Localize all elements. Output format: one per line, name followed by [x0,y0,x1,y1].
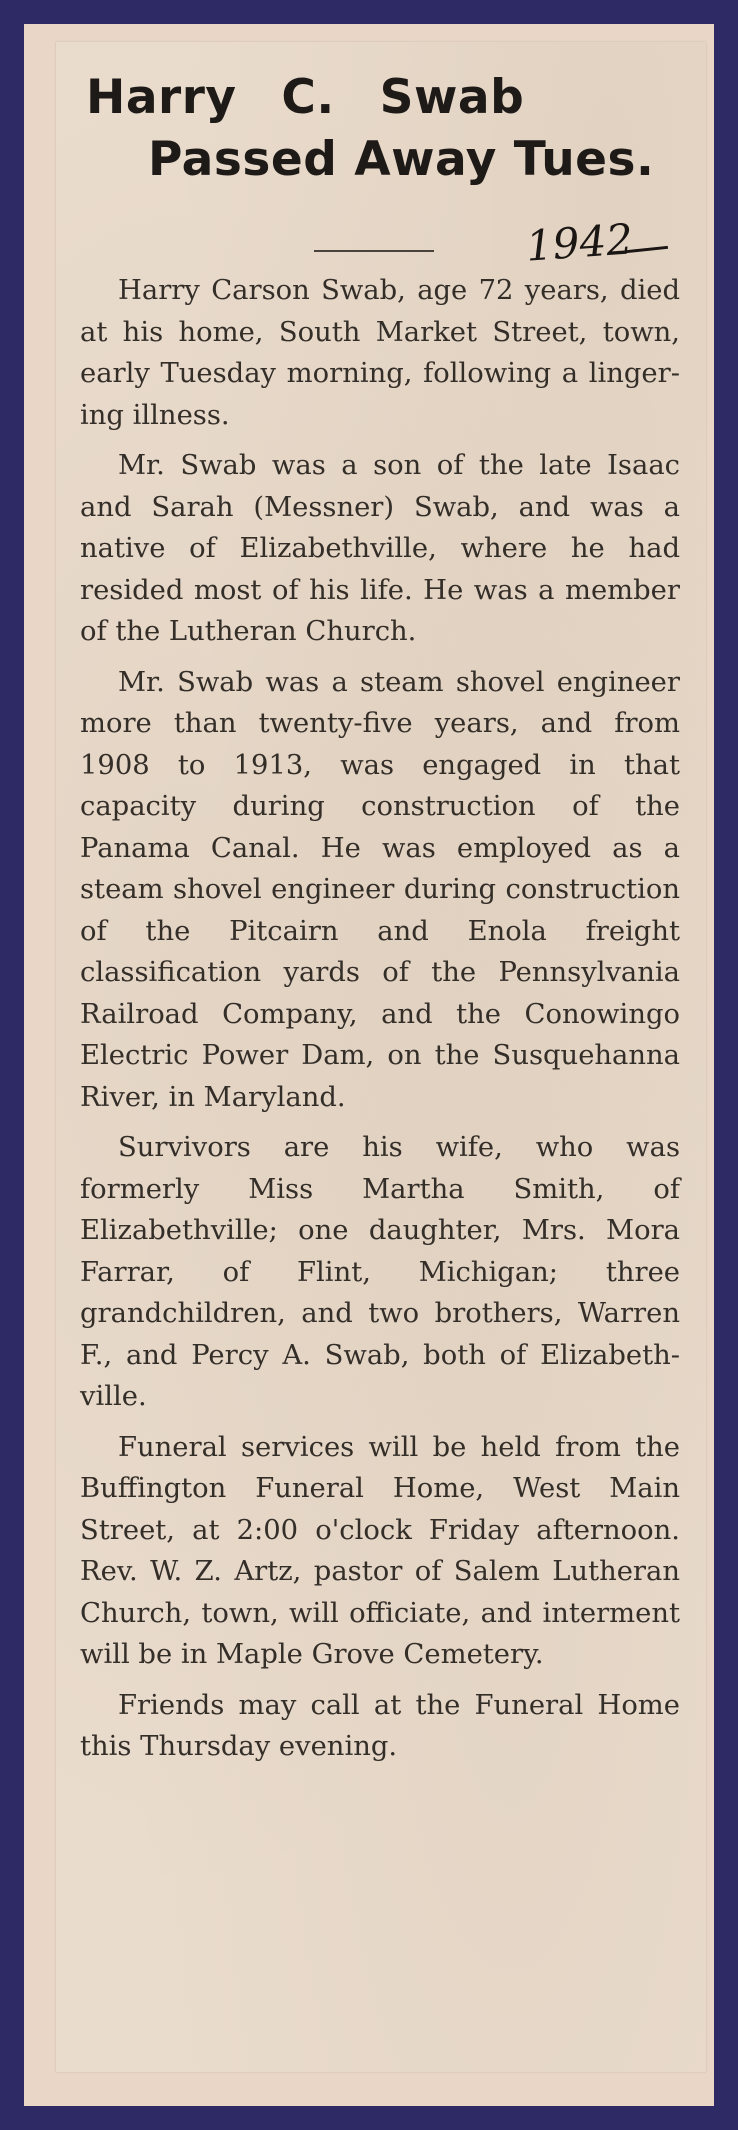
paragraph-death-notice: Harry Carson Swab, age 72 years, died at his home, South Market Street, town, early Tuesday morning, following a lingering illness. [80,275,680,431]
article-body [80,270,680,1777]
handwritten-year: 1942 [524,214,635,271]
paragraph-career: Mr. Swab was a steam shovel engineer more than twenty-five years, and from 1908 to 1913, was engaged in that capacity during construction of the Panama Canal. He was employed as a steam shovel engineer during construction of the Pitcairn and Enola freight classification yards of the Pennsylvania Railroad Company, and the Conowingo Electric Power Dam, on the Susquehanna River, in Maryland. [80,666,680,1113]
paragraph-viewing: Friends may call at the Funeral Home this Thursday evening. [80,1689,680,1762]
paragraph-family-background: Mr. Swab was a son of the late Isaac and Sarah (Messner) Swab, and was a native of Elizabethville, where he had resided most of his life. He was a member of the Lutheran Church. [80,450,680,647]
newspaper-clipping [56,42,706,2072]
headline-line-1: Harry C. Swab [86,70,525,125]
headline-line-2: Passed Away Tues. [148,132,655,187]
paragraph-survivors: Survivors are his wife, who was formerly Miss Martha Smith, of Elizabethville; one daughter, Mrs. Mora Farrar, of Flint, Michigan; three grandchildren, and two brothers, Warren F., and Percy A. Swab, both of Elizabethville. [80,1132,680,1412]
paragraph-funeral-services: Funeral services will be held from the Buffington Funeral Home, West Main Street, at 2:00 o'clock Friday afternoon. Rev. W. Z. Artz, pastor of Salem Lutheran Church, town, will officiate, and interment will be in Maple Grove Cemetery. [80,1431,680,1670]
headline-divider [314,250,434,252]
